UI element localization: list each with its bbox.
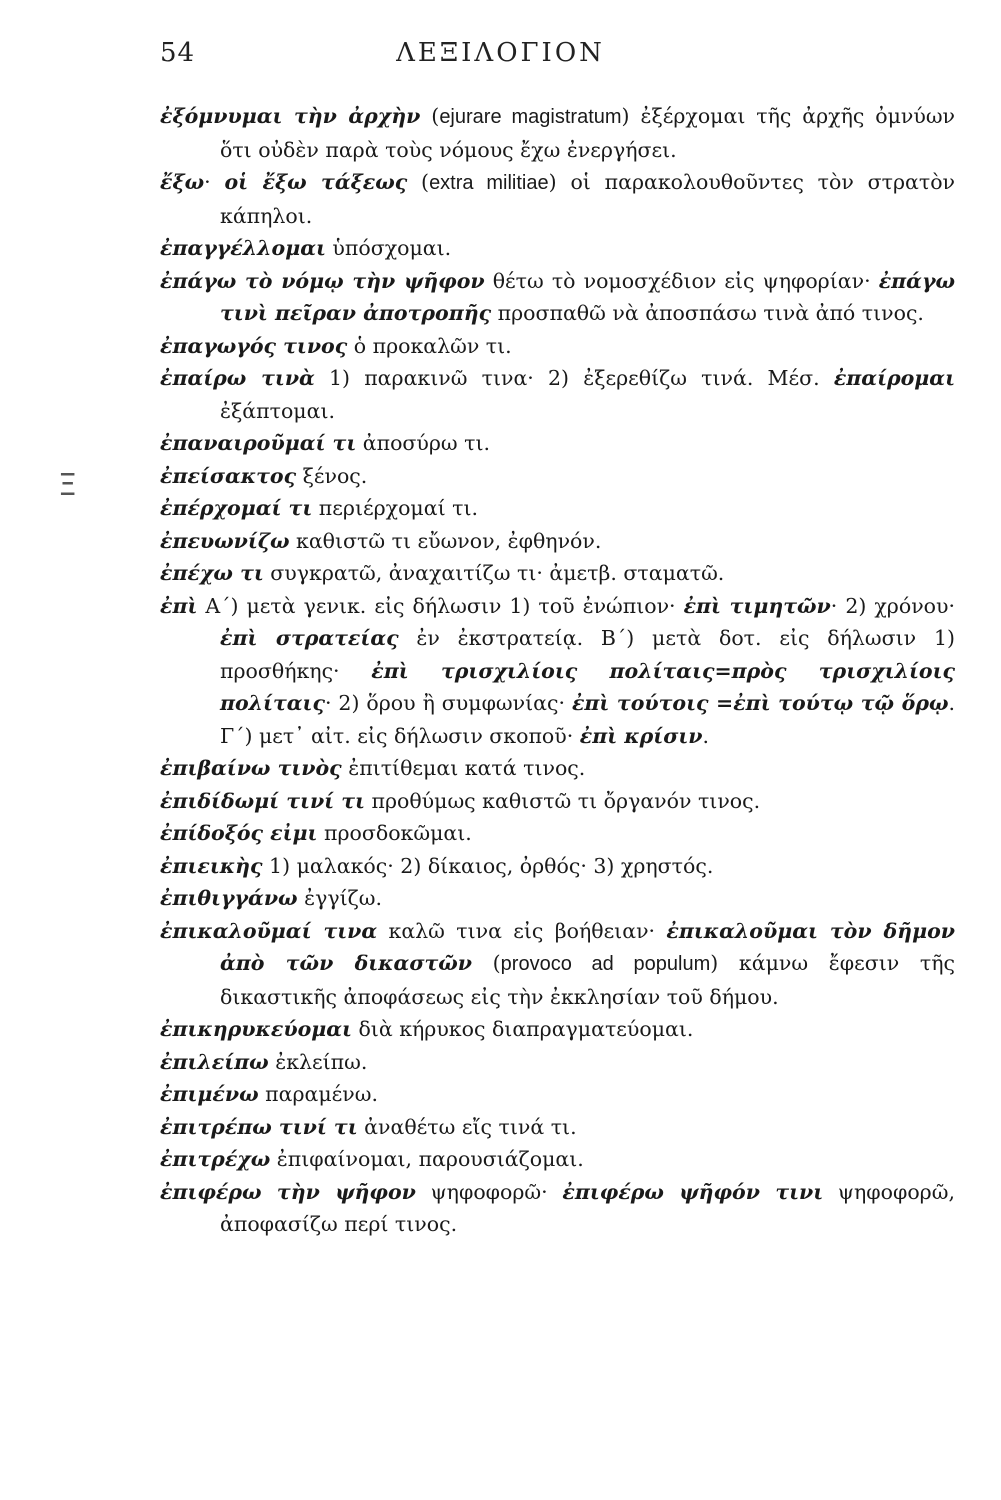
page-number: 54 bbox=[160, 38, 196, 68]
entry: ἐπείσακτος ξένος. bbox=[160, 463, 368, 488]
entry: ἐπευωνίζω καθιστῶ τι εὔωνον, ἐφθηνόν. bbox=[160, 528, 602, 553]
entry: ἐπιβαίνω τινὸς ἐπιτίθεμαι κατά τινος. bbox=[160, 756, 586, 780]
entry: ἐπιτρέχω ἐπιφαίνομαι, παρουσιάζομαι. bbox=[160, 1147, 584, 1171]
entry: ἐπαίρω τινὰ 1) παρακινῶ τινα· 2) ἐξερεθίζω τινά. Μέσ. ἐπαίρομαι ἐξάπτομαι. bbox=[160, 366, 955, 423]
entry: ἐπιφέρω τὴν ψῆφον ψηφοφορῶ· ἐπιφέρω ψῆφόν τινι ψηφοφορῶ, ἀποφασίζω περί τινος. bbox=[160, 1179, 955, 1236]
entry: ἐπικηρυκεύομαι διὰ κήρυκος διαπραγματεύομαι. bbox=[160, 1017, 694, 1041]
entry: ἐπιτρέπω τινί τι ἀναθέτω εἴς τινά τι. bbox=[160, 1114, 577, 1139]
entry: ἐπάγω τὸ νόμῳ τὴν ψῆφον θέτω τὸ νομοσχέδιον εἰς ψηφορίαν· ἐπάγω τινὶ πεῖραν ἀποτροπῆς προσπαθῶ νὰ ἀποσπάσω τινὰ ἀπό τινος. bbox=[160, 268, 955, 325]
entry: ἐπαγωγός τινος ὁ προκαλῶν τι. bbox=[160, 333, 512, 358]
dictionary-entries bbox=[160, 100, 955, 1241]
entry: ἐπιδίδωμί τινί τι προθύμως καθιστῶ τι ὄργανόν τινος. bbox=[160, 788, 761, 813]
entry: ἐπέχω τι συγκρατῶ, ἀναχαιτίζω τι· ἀμετβ. σταματῶ. bbox=[160, 561, 725, 585]
entry: ἐπικαλοῦμαί τινα καλῶ τινα εἰς βοήθειαν· ἐπικαλοῦμαι τὸν δῆμον ἀπὸ τῶν δικαστῶν (provoco ad populum) κάμνω ἔφεσιν τῆς δικαστικῆς ἀποφάσεως εἰς τὴν ἐκκλησίαν τοῦ δήμου. bbox=[160, 918, 956, 1009]
entry: ἐξόμνυμαι τὴν ἀρχὴν (ejurare magistratum) ἐξέρχομαι τῆς ἀρχῆς ὀμνύων ὅτι οὐδὲν παρὰ τοὺς νόμους ἔχω ἐνεργήσει. bbox=[160, 104, 956, 162]
entry: ἐπέρχομαί τι περιέρχομαί τι. bbox=[160, 496, 479, 520]
running-title: ΛΕΞΙΛΟΓΙΟΝ bbox=[396, 38, 605, 68]
entry: ἐπιεικὴς 1) μαλακός· 2) δίκαιος, ὀρθός· 3) χρηστός. bbox=[160, 853, 714, 878]
entry: ἔξω· οἱ ἔξω τάξεως (extra militiae) οἱ παρακολουθοῦντες τὸν στρατὸν κάπηλοι. bbox=[160, 170, 955, 228]
entry: ἐπιμένω παραμένω. bbox=[160, 1082, 378, 1106]
entry: ἐπαναιροῦμαί τι ἀποσύρω τι. bbox=[160, 431, 491, 455]
entry: ἐπίδοξός εἰμι προσδοκῶμαι. bbox=[160, 821, 472, 845]
entry: ἐπιθιγγάνω ἐγγίζω. bbox=[160, 886, 382, 910]
entry: ἐπιλείπω ἐκλείπω. bbox=[160, 1049, 368, 1074]
page-header bbox=[0, 38, 1001, 78]
entry: ἐπαγγέλλομαι ὑπόσχομαι. bbox=[160, 236, 452, 260]
margin-mark: Ξ bbox=[58, 468, 77, 503]
entry: ἐπὶ Α΄) μετὰ γενικ. εἰς δήλωσιν 1) τοῦ ἐνώπιον· ἐπὶ τιμητῶν· 2) χρόνου· ἐπὶ στρατείας ἐν ἐκστρατείᾳ. Β΄) μετὰ δοτ. εἰς δήλωσιν 1) προσθήκης· ἐπὶ τρισχιλίοις πολίταις=πρὸς τρισχιλίοις πολίταις· 2) ὅρου ἢ συμφωνίας· ἐπὶ τούτοις =ἐπὶ τούτῳ τῷ ὅρῳ. Γ΄) μετ᾽ αἰτ. εἰς δήλωσιν σκοποῦ· ἐπὶ κρίσιν. bbox=[160, 593, 955, 748]
